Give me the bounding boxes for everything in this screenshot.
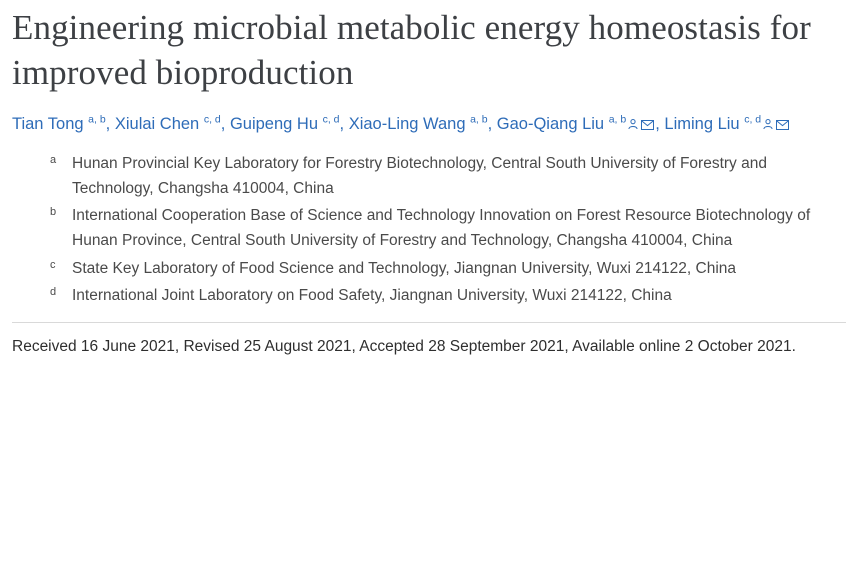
affiliation-row: [50, 203, 846, 253]
author-name[interactable]: Xiulai Chen: [114, 114, 200, 133]
affiliation-marker: b: [50, 206, 57, 219]
envelope-icon[interactable]: [776, 120, 789, 130]
affiliation-text: International Joint Laboratory on Food Safety, Jiangnan University, Wuxi 214122, China: [72, 286, 672, 304]
author-affiliation-marker: a, b: [608, 113, 627, 126]
author-name[interactable]: Xiao-Ling Wang: [348, 114, 466, 133]
author-affiliation-marker: c, d: [203, 113, 221, 126]
publication-history: Received 16 June 2021, Revised 25 August 2021, Accepted 28 September 2021, Available online 2 October 2021.: [12, 337, 796, 355]
author-name[interactable]: Guipeng Hu: [229, 114, 318, 133]
affiliation-row: [50, 283, 846, 308]
envelope-icon[interactable]: [641, 120, 654, 130]
affiliation-marker: a: [50, 154, 57, 167]
author-name[interactable]: Gao-Qiang Liu: [496, 114, 605, 133]
author-name[interactable]: Liming Liu: [664, 114, 740, 133]
affiliation-marker: d: [50, 285, 57, 298]
author-affiliation-marker: c, d: [322, 113, 340, 126]
author-affiliation-marker: a, b: [470, 113, 488, 126]
affiliation-marker: c: [50, 258, 56, 271]
person-icon[interactable]: [762, 118, 774, 130]
author-affiliation-marker: a, b: [88, 113, 106, 126]
divider: [12, 322, 846, 323]
affiliation-list: [12, 151, 846, 308]
affiliation-row: [50, 256, 846, 281]
author-list: Tian Tong $^{a, b}$, Xiulai Chen $^{c, d}$, Guipeng Hu $^{c, d}$, Xiao-Ling Wang $^{a, b}$, Gao-Qiang Liu $^{a, b}$ , Liming Liu $^{c, d}$: [12, 112, 846, 138]
affiliation-row: [50, 151, 846, 201]
author-affiliation-marker: c, d: [744, 113, 762, 126]
page-title: Engineering microbial metabolic energy homeostasis for improved bioproduction: [12, 8, 811, 92]
affiliation-text: Hunan Provincial Key Laboratory for Forestry Biotechnology, Central South University of Forestry and Technology, Changsha 410004, China: [72, 155, 767, 198]
affiliation-text: State Key Laboratory of Food Science and Technology, Jiangnan University, Wuxi 214122, China: [72, 259, 737, 277]
author-name[interactable]: Tian Tong: [12, 114, 84, 133]
person-icon[interactable]: [627, 118, 639, 130]
affiliation-text: International Cooperation Base of Science and Technology Innovation on Forest Resource Biotechnology of Hunan Province, Central South University of Forestry and Technology, Changsha 410004, China: [72, 207, 811, 250]
